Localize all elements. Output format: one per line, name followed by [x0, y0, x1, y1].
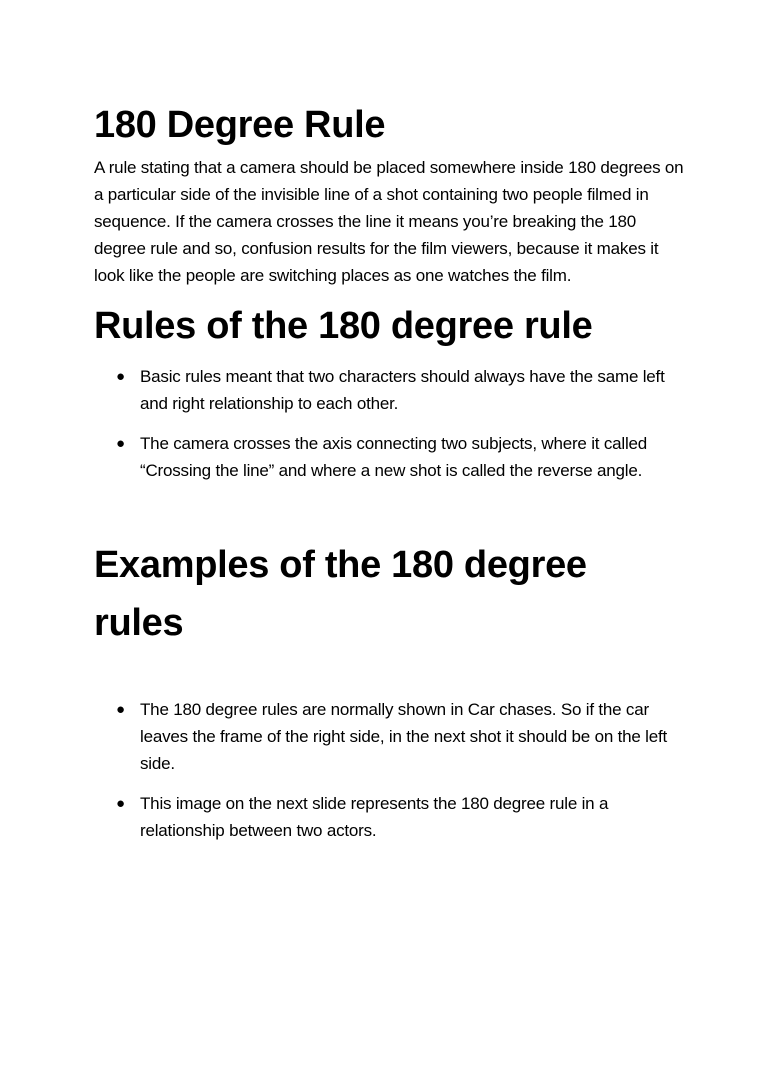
bullet-icon: ● [116, 435, 125, 452]
bullet-icon: ● [116, 368, 125, 385]
list-item [116, 696, 684, 777]
rules-list [94, 363, 684, 484]
example-text: The 180 degree rules are normally shown in Car chases. So if the car leaves the frame of the right side, in the next shot it should be on the left side. [140, 700, 668, 773]
intro-paragraph: A rule stating that a camera should be placed somewhere inside 180 degrees on a particular side of the invisible line of a shot containing two people filmed in sequence. If the camera crosses the line it means you’re breaking the 180 degree rule and so, confusion results for the film viewers, because it makes it look like the people are switching places as one watches the film. [94, 158, 684, 285]
rules-heading: Rules of the 180 degree rule [94, 305, 593, 347]
rule-text: Basic rules meant that two characters should always have the same left and right relationship to each other. [140, 367, 665, 413]
examples-list [94, 696, 684, 844]
document-content [94, 98, 684, 857]
bullet-icon: ● [116, 701, 125, 718]
list-item [116, 363, 684, 417]
example-text: This image on the next slide represents the 180 degree rule in a relationship between two actors. [140, 794, 609, 840]
rule-text: The camera crosses the axis connecting two subjects, where it called “Crossing the line” and where a new shot is called the reverse angle. [140, 434, 648, 480]
title-heading: 180 Degree Rule [94, 104, 386, 146]
bullet-icon: ● [116, 795, 125, 812]
list-item [116, 430, 684, 484]
examples-heading: Examples of the 180 degree rules [94, 544, 587, 644]
list-item [116, 790, 684, 844]
